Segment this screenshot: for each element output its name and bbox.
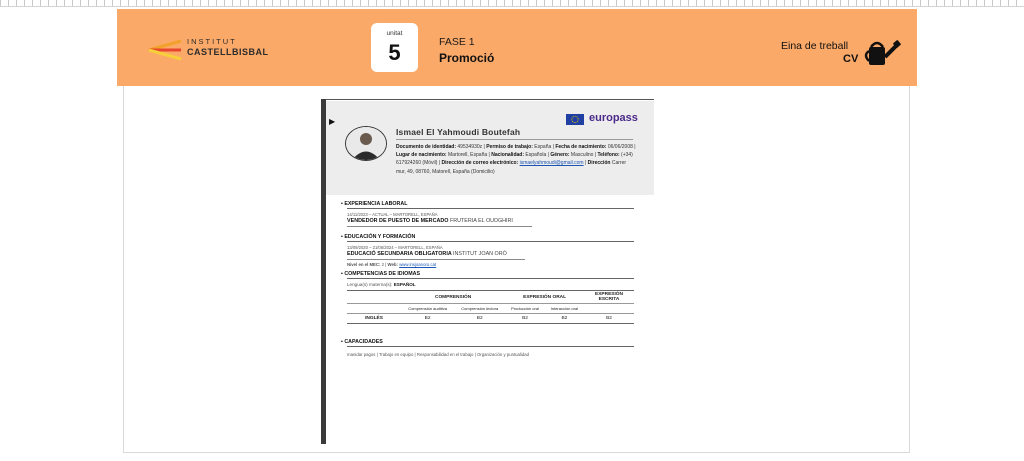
email-label: Dirección de correo electrónico:	[441, 160, 519, 167]
gender-label: Género:	[550, 152, 570, 159]
nationality-value: Española	[525, 152, 547, 159]
table-subheader: Interacción oral	[550, 306, 579, 311]
skills-text: manidar pagos | Trabajo en equipo | Responsabilidad en el trabajo | Organización y puntualidad	[347, 352, 530, 357]
tool-value: CV	[843, 53, 859, 65]
unit-number: 5	[388, 40, 401, 65]
education-underline	[347, 259, 525, 260]
birthdate-value: 06/06/2008	[607, 144, 633, 150]
phone-label: Teléfono:	[597, 152, 620, 159]
experience-heading: ▪ EXPERIENCIA LABORAL	[341, 201, 408, 207]
language-table	[347, 290, 634, 324]
table-subheader: Producción oral	[511, 306, 539, 311]
institution: INSTITUT JOAN ORÓ	[453, 251, 507, 257]
phase-label: FASE 1	[439, 36, 475, 48]
experience-title: EXPERIENCIA LABORAL	[344, 201, 408, 207]
languages-heading: ▪ COMPETENCIAS DE IDIOMAS	[341, 271, 420, 277]
permit-value: España	[534, 144, 552, 150]
table-header-row	[347, 291, 634, 304]
languages-title: COMPETENCIAS DE IDIOMAS	[344, 271, 420, 277]
permit-label: Permiso de trabajo:	[486, 144, 533, 150]
level-cell: B2	[424, 316, 431, 321]
web-link[interactable]: www.insjoanoro.cat	[399, 262, 437, 267]
education-degree	[347, 251, 507, 257]
doc-label: Documento de identidad:	[396, 144, 456, 150]
cv-document	[321, 99, 654, 444]
table-subheader: Comprensión auditiva	[408, 306, 447, 311]
languages-rule	[347, 278, 634, 279]
europass-logo: europass	[589, 112, 638, 124]
experience-underline	[347, 226, 532, 227]
phone-value: (+34) 617924260 (Móvil)	[396, 152, 633, 167]
address-label: Dirección	[587, 160, 611, 167]
education-meta: 13/09/2020 – 21/06/2024 – MARTORELL, ESPAÑA	[347, 245, 443, 250]
table-subheader-empty	[347, 304, 401, 314]
school-name-line2: CASTELLBISBAL	[187, 47, 269, 57]
birthplace-label: Lugar de nacimiento:	[396, 152, 447, 159]
doc-value: 49534930z	[457, 144, 483, 150]
gender-value: Masculino	[570, 152, 594, 159]
play-arrow-icon: ▶	[329, 117, 336, 126]
mother-label: Lengua(s) materna(s):	[347, 282, 393, 287]
level-cell: B2	[476, 316, 483, 321]
level-cell: B2	[522, 316, 528, 321]
unit-badge	[371, 23, 418, 72]
mec-value: 2	[381, 262, 385, 267]
cv-top-rule	[326, 99, 654, 100]
avatar	[345, 126, 387, 161]
level-cell: B2	[561, 316, 568, 321]
unit-label: unitat	[386, 30, 403, 37]
education-rule	[347, 241, 634, 242]
school-name-line1: INSTITUT	[187, 37, 237, 46]
email-link[interactable]: ismaelyahmoudi@gmail.com	[519, 160, 584, 167]
mother-tongue	[347, 282, 416, 287]
nationality-label: Nacionalidad:	[491, 152, 525, 159]
watering-can-icon	[863, 39, 901, 67]
top-ruler	[0, 0, 1024, 7]
web-label: Web:	[387, 262, 398, 267]
mother-value: ESPAÑOL	[393, 282, 416, 287]
tool-label: Eina de treball	[781, 40, 849, 52]
school-logo-icon	[147, 37, 183, 63]
level-cell: B2	[606, 316, 612, 321]
education-details: Nivel en el MEC: 2 | Web: www.insjoanoro.cat	[347, 262, 437, 267]
experience-meta: 14/11/2023 – ACTUAL – MARTORELL, ESPAÑA	[347, 212, 438, 217]
cv-name: Ismael El Yahmoudi Boutefah	[396, 127, 521, 137]
eu-flag-icon	[566, 114, 584, 125]
language-name: INGLÉS	[365, 316, 383, 321]
birthplace-value: Martorell, España	[447, 152, 488, 159]
birthdate-label: Fecha de nacimiento:	[555, 144, 607, 150]
table-subheader-empty	[584, 304, 634, 314]
table-header-empty	[347, 291, 401, 304]
table-row	[347, 314, 634, 324]
table-subheader: Comprensión lectora	[461, 306, 499, 311]
table-header-comprehension: COMPRENSIÓN	[434, 294, 472, 300]
skills-heading: ▪ CAPACIDADES	[341, 339, 383, 345]
table-subheader-row	[347, 304, 634, 314]
mec-label: Nivel en el MEC:	[347, 262, 381, 267]
degree-title: EDUCACIÓ SECUNDARIA OBLIGATORIA	[347, 251, 452, 257]
table-header-written: EXPRESIÓN ESCRITA	[595, 292, 623, 302]
experience-job	[347, 218, 513, 224]
name-divider	[396, 139, 633, 140]
education-title: EDUCACIÓN Y FORMACIÓN	[344, 234, 416, 240]
personal-info: Documento de identidad: 49534930z | Permiso de trabajo: España | Fecha de nacimiento: 06/06/2008 | Lugar de nacimiento: Martorell, España | Nacionalidad: Española | Género: Masculino | Teléfono: (+34) 617924260 (Móvil) | Dirección de correo electrónico: ismaelyahmoudi@gmail.com | Dirección Carrer mur, 49, 08760, Matorell, España (Domicilio)	[396, 144, 636, 175]
header-banner	[117, 9, 917, 86]
employer: FRUTERIA EL OUDGHIRI	[449, 218, 513, 224]
skills-rule	[347, 346, 634, 347]
experience-rule	[347, 208, 634, 209]
avatar-photo	[346, 127, 386, 160]
school-logo	[147, 33, 269, 63]
address-value: Carrer mur, 49, 08760, Matorell, España (Domicilio)	[396, 160, 627, 175]
education-heading: ▪ EDUCACIÓN Y FORMACIÓN	[341, 234, 416, 240]
phase-title: Promoció	[439, 51, 495, 65]
table-header-oral: EXPRESIÓN ORAL	[523, 294, 567, 300]
skills-title: CAPACIDADES	[344, 339, 383, 345]
job-title: VENDEDOR DE PUESTO DE MERCADO	[347, 218, 449, 224]
